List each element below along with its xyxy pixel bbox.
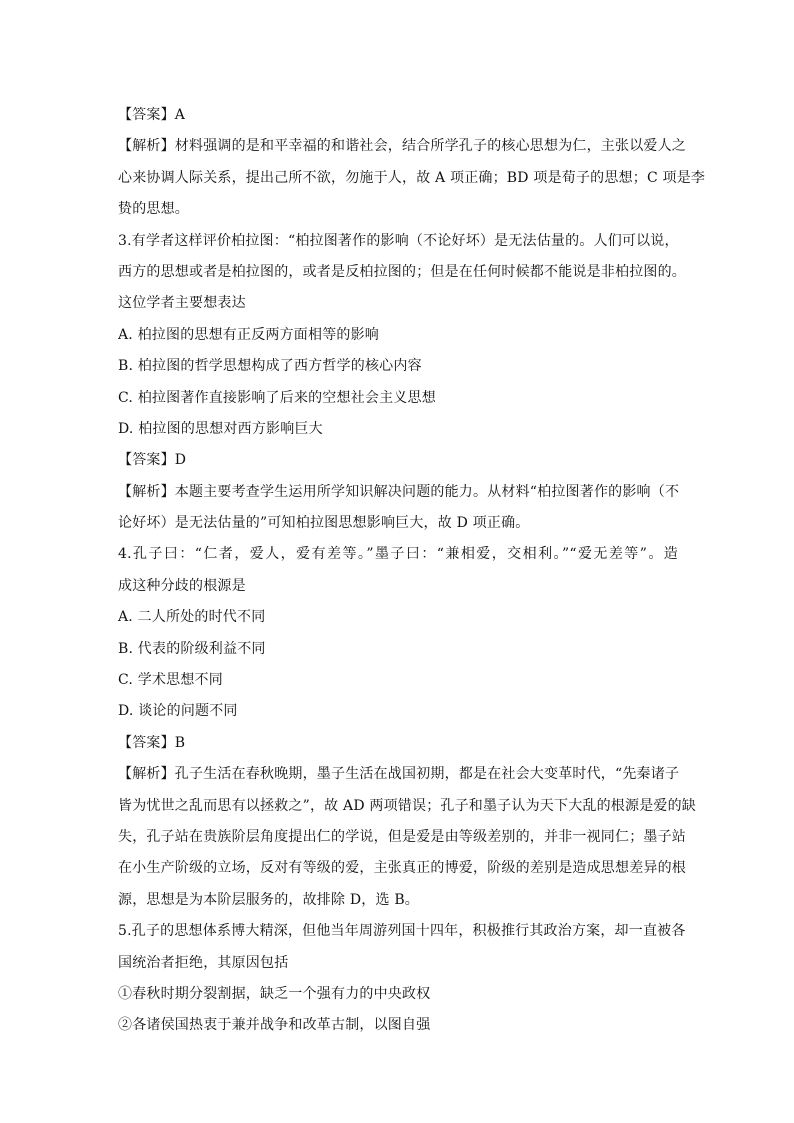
q4-analysis-line: 失，孔子站在贵族阶层角度提出仁的学说，但是爱是由等级差别的，并非一视同仁；墨子站 (118, 828, 686, 845)
q2-analysis-line: 贽的思想。 (118, 201, 189, 218)
q4-analysis-line: 源，思想是为本阶层服务的，故排除 D，选 B。 (118, 891, 420, 908)
q4-stem-line: 成这种分歧的根源是 (118, 577, 246, 594)
q4-option-b: B. 代表的阶级利益不同 (118, 640, 266, 657)
q3-option-a: A. 柏拉图的思想有正反两方面相等的影响 (118, 326, 380, 343)
q5-stem-line: 5.孔子的思想体系博大精深，但他当年周游列国十四年，积极推行其政治方案，却一直被各 (118, 923, 686, 940)
q3-stem-line: 西方的思想或者是柏拉图的，或者是反柏拉图的；但是在任何时候都不能说是非柏拉图的。 (118, 263, 686, 280)
q2-answer: 【答案】A (118, 107, 186, 123)
q3-stem-line: 这位学者主要想表达 (118, 295, 246, 312)
q2-analysis-line: 【解析】材料强调的是和平幸福的和谐社会，结合所学孔子的核心思想为仁，主张以爱人之 (118, 138, 686, 155)
q4-stem-line: 4.孔子曰：“仁者，爱人，爱有差等。”墨子曰：“兼相爱，交相利。”“爱无差等”。造 (118, 546, 678, 563)
q4-analysis-line: 【解析】孔子生活在春秋晚期，墨子生活在战国初期，都是在社会大变革时代，“先秦诸子 (118, 766, 680, 783)
q4-option-c: C. 学术思想不同 (118, 672, 223, 689)
q3-option-b: B. 柏拉图的哲学思想构成了西方哲学的核心内容 (118, 358, 422, 375)
q4-analysis-line: 皆为忧世之乱而思有以拯救之”，故 AD 两项错误；孔子和墨子认为天下大乱的根源是爱的缺 (118, 797, 696, 814)
q3-answer: 【答案】D (118, 452, 187, 469)
q4-option-a: A. 二人所处的时代不同 (118, 609, 266, 626)
q2-analysis-line: 心来协调人际关系，提出己所不欲，勿施于人，故 A 项正确；BD 项是荀子的思想；C 项是李 (118, 169, 706, 186)
q3-option-d: D. 柏拉图的思想对西方影响巨大 (118, 420, 323, 437)
q4-answer: 【答案】B (118, 734, 186, 751)
q4-option-d: D. 谈论的问题不同 (118, 703, 238, 720)
q5-item-1: ①春秋时期分裂割据，缺乏一个强有力的中央政权 (118, 985, 431, 1002)
q5-item-2: ②各诸侯国热衷于兼并战争和改革古制，以图自强 (118, 1017, 431, 1034)
document-page (118, 100, 706, 1042)
q3-analysis-line: 论好坏）是无法估量的”可知柏拉图思想影响巨大，故 D 项正确。 (118, 515, 530, 532)
q5-stem-line: 国统治者拒绝，其原因包括 (118, 954, 289, 971)
q3-stem-line: 3.有学者这样评价柏拉图：“柏拉图著作的影响（不论好坏）是无法估量的。人们可以说， (118, 232, 679, 249)
q4-analysis-line: 在小生产阶级的立场，反对有等级的爱，主张真正的博爱，阶级的差别是造成思想差异的根 (118, 860, 686, 877)
q3-option-c: C. 柏拉图著作直接影响了后来的空想社会主义思想 (118, 389, 436, 406)
q3-analysis-line: 【解析】本题主要考查学生运用所学知识解决问题的能力。从材料“柏拉图著作的影响（不 (118, 483, 680, 500)
